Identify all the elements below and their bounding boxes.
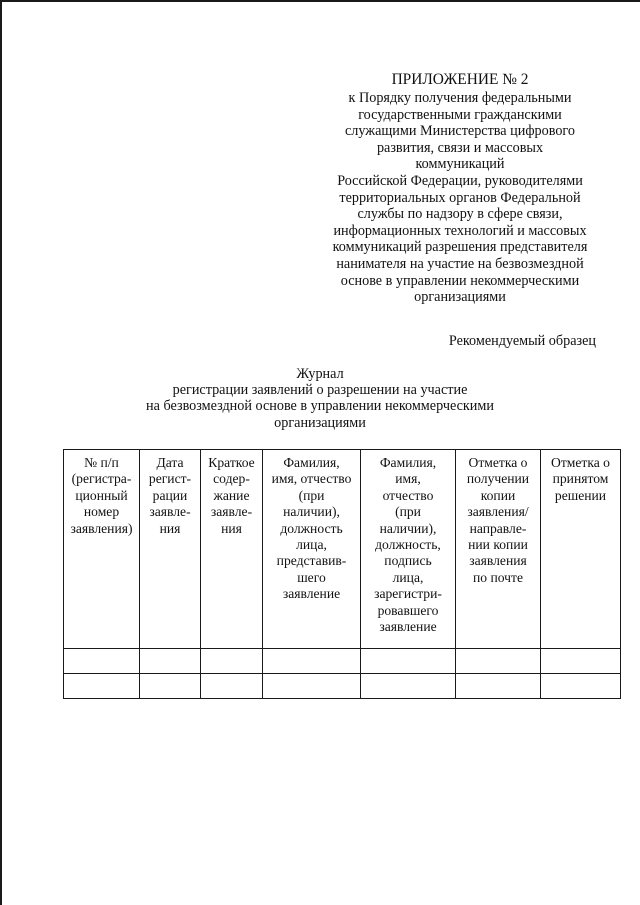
col-header-applicant [263, 450, 361, 649]
header-line: зарегистри- [374, 586, 442, 602]
header-line: Отметка о [468, 455, 528, 470]
header-line: Краткое [208, 455, 255, 470]
header-line: Отметка о [551, 455, 610, 470]
header-line: получении [466, 471, 530, 487]
appendix-title: ПРИЛОЖЕНИЕ № 2 [391, 71, 529, 88]
appendix-line: нанимателя на участие на безвозмездной [336, 255, 584, 272]
table-cell [541, 649, 621, 674]
header-line: принятом [552, 471, 609, 487]
header-line: лица, [296, 537, 327, 553]
appendix-block [300, 71, 620, 306]
table-cell [361, 649, 456, 674]
col-header-date [140, 450, 201, 649]
table-cell [263, 649, 361, 674]
journal-title: Журнал [296, 366, 344, 382]
header-line: имя, [395, 471, 421, 487]
table-cell [64, 674, 140, 699]
header-line: Дата [156, 455, 184, 470]
header-line: регист- [148, 471, 192, 487]
scan-edge-left [0, 0, 2, 905]
col-header-summary [201, 450, 263, 649]
header-line: (при [395, 504, 421, 520]
registration-table [63, 449, 621, 699]
appendix-line: развития, связи и массовых [376, 139, 544, 156]
col-header-decision [541, 450, 621, 649]
header-line: рации [152, 487, 188, 503]
journal-subtitle-line: на безвозмездной основе в управлении некоммерческими [146, 398, 494, 415]
table-cell [456, 674, 541, 699]
header-line: имя, отчество [271, 471, 352, 487]
journal-subtitle-line: организациями [274, 414, 366, 431]
header-line: ния [221, 520, 242, 536]
header-line: направле- [469, 520, 527, 536]
appendix-line: основе в управлении некоммерческими [340, 272, 580, 289]
header-line: копии [480, 487, 516, 503]
appendix-line: государственными гражданскими [358, 106, 562, 123]
header-line: ционный [75, 487, 128, 503]
recommended-sample-label: Рекомендуемый образец [448, 333, 596, 349]
appendix-line: коммуникаций разрешения представителя [332, 239, 588, 256]
header-line: заявле- [149, 504, 191, 520]
header-line: Фамилия, [283, 455, 340, 470]
header-line: (регистра- [71, 471, 132, 487]
appendix-line: информационных технологий и массовых [333, 222, 587, 239]
journal-title-block [100, 366, 540, 431]
appendix-line: коммуникаций [415, 156, 505, 173]
header-line: шего [297, 569, 326, 585]
table-header-row [64, 450, 621, 649]
appendix-line: организациями [414, 289, 506, 306]
header-line: жание [213, 487, 250, 503]
header-line: по почте [472, 569, 523, 585]
header-line: лица, [392, 569, 424, 585]
appendix-line: служащими Министерства цифрового [345, 123, 575, 140]
col-header-copy-receipt [456, 450, 541, 649]
header-line: ния [159, 520, 181, 536]
table-cell [456, 649, 541, 674]
col-header-registrar [361, 450, 456, 649]
appendix-line: к Порядку получения федеральными [348, 90, 572, 106]
header-line: отчество [382, 487, 434, 503]
scan-edge-top [0, 0, 640, 2]
header-line: подпись [384, 553, 432, 569]
header-line: должность, [375, 537, 441, 553]
header-line: заявление [379, 619, 437, 635]
journal-subtitle-line: регистрации заявлений о разрешении на участие [172, 382, 468, 399]
appendix-line: территориальных органов Федеральной [339, 189, 581, 206]
header-line: содер- [213, 471, 250, 487]
header-line: номер [83, 504, 120, 520]
table-cell [140, 649, 201, 674]
table-cell [201, 674, 263, 699]
appendix-line: службы по надзору в сфере связи, [357, 206, 563, 223]
header-line: нии копии [468, 537, 528, 553]
table-cell [263, 674, 361, 699]
table-cell [64, 649, 140, 674]
header-line: заявле- [210, 504, 253, 520]
header-line: (при [298, 487, 325, 503]
header-line: наличии), [283, 504, 340, 520]
table-cell [361, 674, 456, 699]
header-line: Фамилия, [379, 455, 437, 470]
table-body [64, 649, 621, 699]
header-line: наличии), [379, 520, 437, 536]
header-line: ровавшего [377, 602, 439, 618]
table-row [64, 649, 621, 674]
header-line: должность [280, 520, 343, 536]
header-line: заявления/ [467, 504, 529, 520]
col-header-number [64, 450, 140, 649]
header-line: заявления [469, 553, 527, 569]
table-cell [201, 649, 263, 674]
table-cell [541, 674, 621, 699]
header-line: представив- [276, 553, 347, 569]
appendix-line: Российской Федерации, руководителями [337, 172, 583, 189]
header-line: решении [554, 487, 607, 503]
table-cell [140, 674, 201, 699]
header-line: заявления) [70, 520, 133, 536]
header-line: заявление [282, 586, 341, 602]
header-line: № п/п [84, 455, 119, 470]
table-row [64, 674, 621, 699]
